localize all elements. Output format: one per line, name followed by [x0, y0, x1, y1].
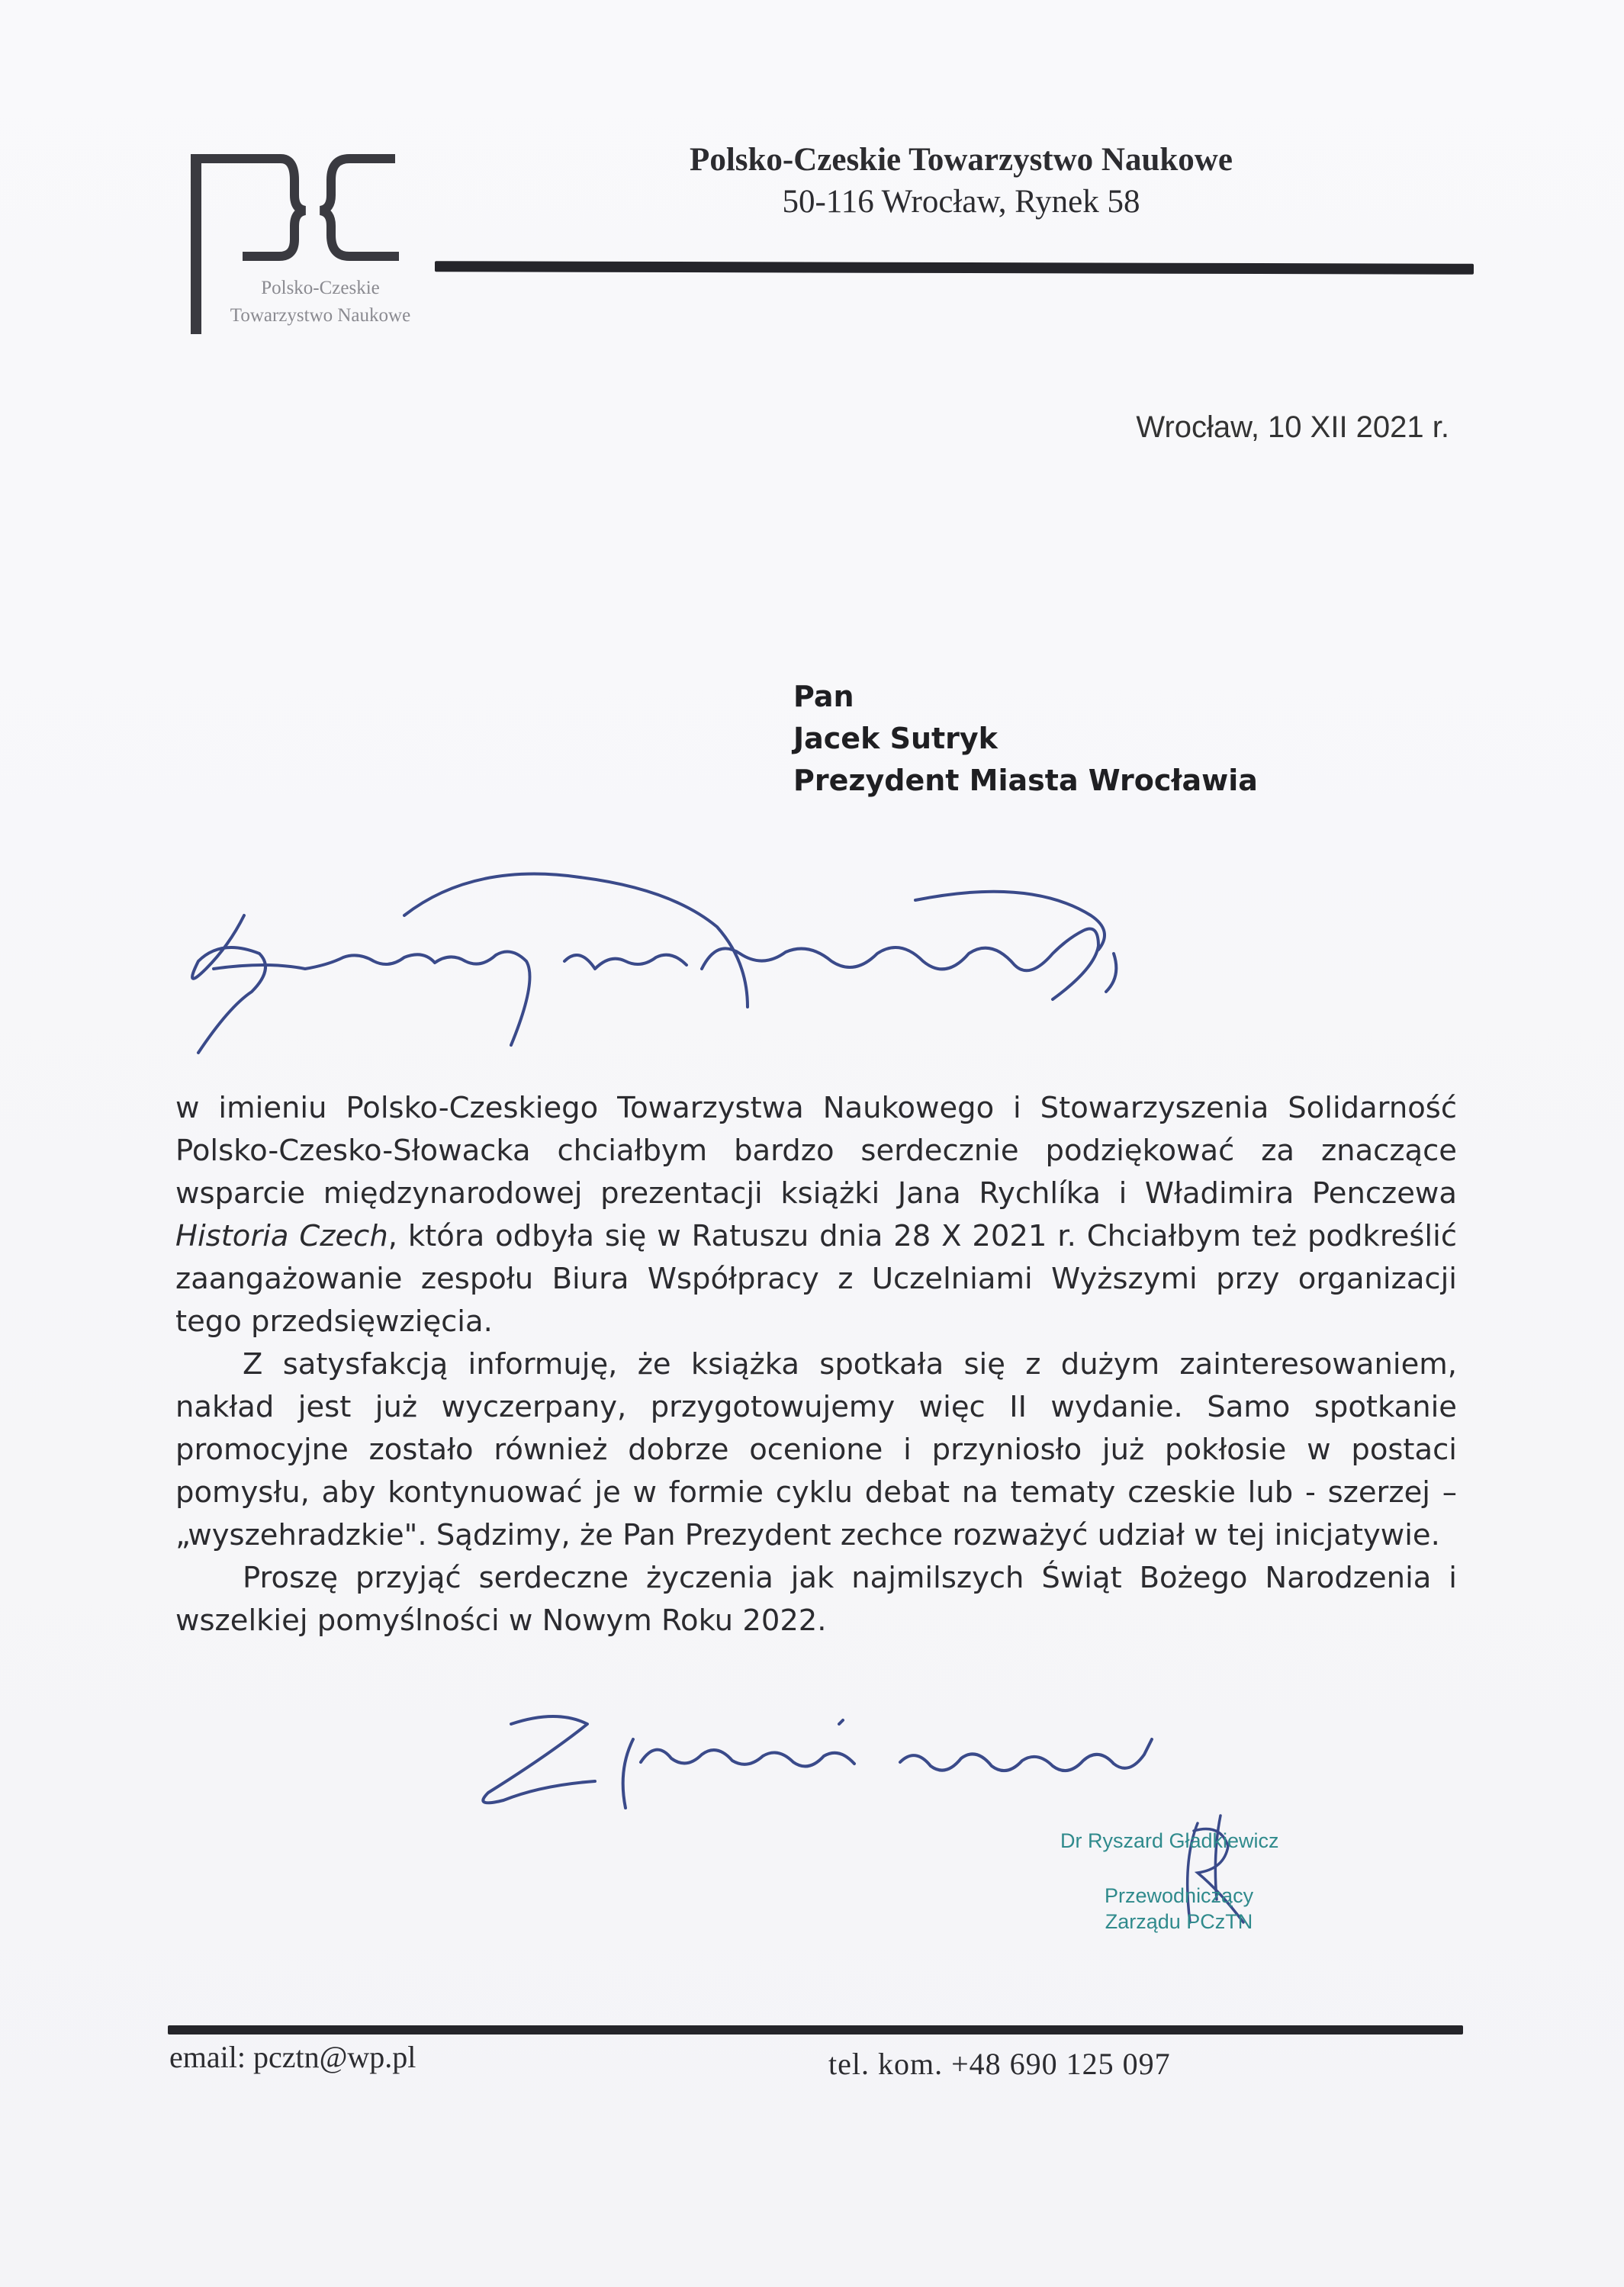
- logo-caption-line1: Polsko-Czeskie: [261, 278, 380, 298]
- body-paragraph-1-part2: , która odbyła się w Ratuszu dnia 28 X 2021 r. Chciałbym też podkreślić zaangażowanie zespołu Biura Współpracy z Uczelniami Wyższymi przy organizacji tego przedsięwzięcia.: [175, 1219, 1457, 1339]
- handwritten-closing: [458, 1694, 1259, 1823]
- footer-rule: [168, 2025, 1463, 2034]
- letter-body: [175, 1087, 1457, 1642]
- signatory-name: Dr Ryszard Gładkiewicz: [1060, 1829, 1279, 1852]
- addressee-block: [793, 676, 1258, 802]
- book-title: Historia Czech: [175, 1219, 388, 1253]
- header-rule: [435, 261, 1474, 275]
- addressee-title: Prezydent Miasta Wrocławia: [793, 764, 1258, 797]
- letter-date: Wrocław, 10 XII 2021 r.: [1136, 410, 1449, 444]
- organization-address: 50-116 Wrocław, Rynek 58: [782, 184, 1140, 220]
- handwritten-salutation: [153, 854, 1182, 1083]
- footer-email: email: pcztn@wp.pl: [169, 2040, 416, 2074]
- body-paragraph-1: [175, 1087, 1457, 1343]
- signatory-role-line1: Przewodniczący: [1105, 1884, 1254, 1907]
- body-paragraph-2: Z satysfakcją informuję, że książka spotkała się z dużym zainteresowaniem, nakład jest już wyczerpany, przygotowujemy więc II wydanie. Samo spotkanie promocyjne zostało również dobrze ocenione i przyniosło już pokłosie w postaci pomysłu, aby kontynuować je w formie cyklu debat na tematy czeskie lub - szerzej – „wyszehradzkie". Sądzimy, że Pan Prezydent zechce rozważyć udział w tej inicjatywie.: [175, 1347, 1457, 1552]
- body-paragraph-3: Proszę przyjąć serdeczne życzenia jak najmilszych Świąt Bożego Narodzenia i wszelkiej pomyślności w Nowym Roku 2022.: [175, 1561, 1457, 1638]
- addressee-salutation: Pan: [793, 680, 854, 713]
- logo-caption: [221, 275, 420, 330]
- body-paragraph-1-part1: w imieniu Polsko-Czeskiego Towarzystwa Naukowego i Stowarzyszenia Solidarność Polsko-Czesko-Słowacka chciałbym bardzo serdecznie podziękować za znaczące wsparcie międzynarodowej prezentacji książki Jana Rychlíka i Władimira Penczewa: [175, 1091, 1457, 1211]
- footer-phone: tel. kom. +48 690 125 097: [828, 2047, 1171, 2081]
- signatory-role-line2: Zarządu PCzTN: [1105, 1910, 1253, 1933]
- logo-caption-line2: Towarzystwo Naukowe: [230, 305, 411, 326]
- signatory-role: [1105, 1883, 1253, 1935]
- organization-name: Polsko-Czeskie Towarzystwo Naukowe: [690, 142, 1233, 178]
- addressee-name: Jacek Sutryk: [793, 722, 998, 755]
